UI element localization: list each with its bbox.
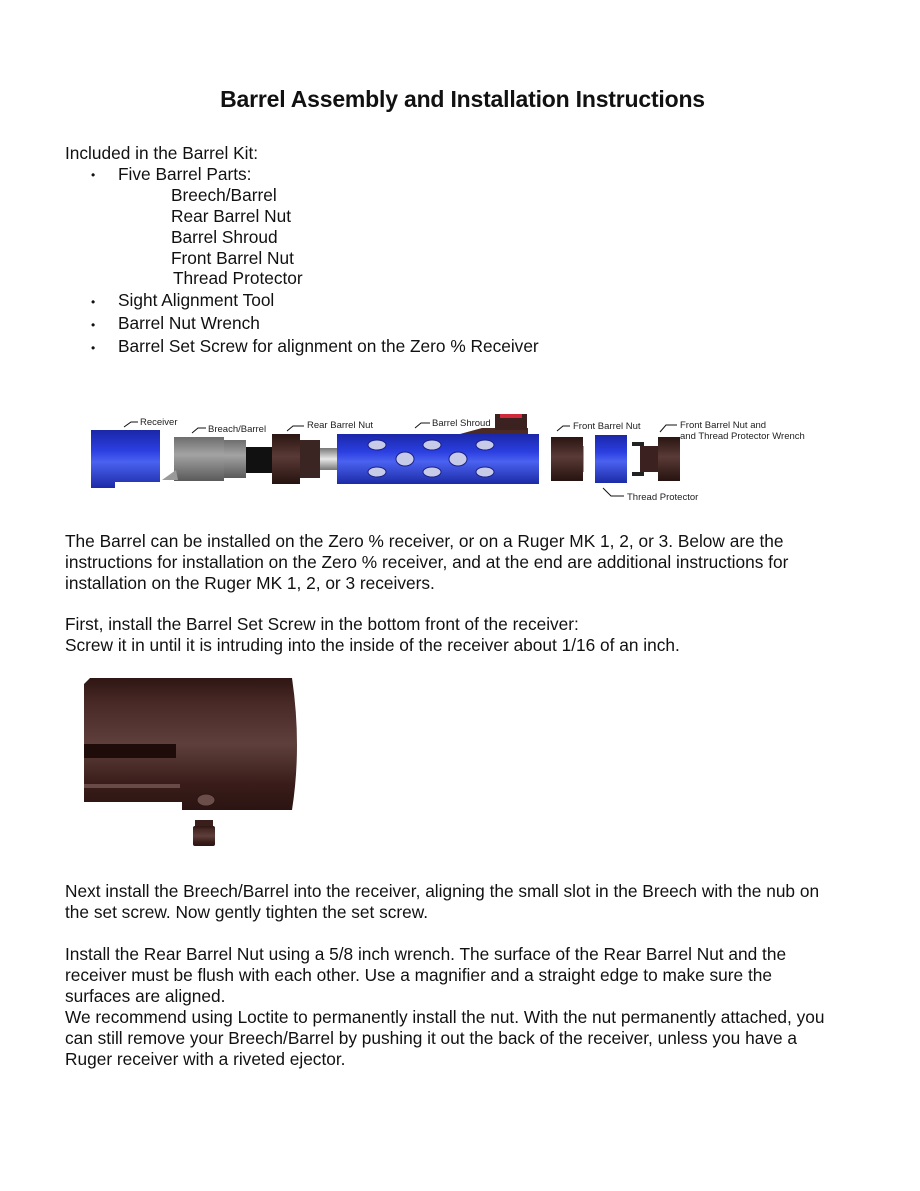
label-wrench-line2: and Thread Protector Wrench — [680, 431, 805, 442]
label-thread-protector: Thread Protector — [627, 492, 699, 503]
intro-paragraph — [65, 531, 865, 594]
diagram-parts — [0, 0, 920, 520]
set-screw-part — [193, 820, 215, 846]
receiver-set-screw-illustration — [80, 676, 320, 856]
text-line: Next install the Breech/Barrel into the receiver, aligning the small slot in the Breech with the nub on — [65, 881, 820, 901]
receiver-slot — [84, 744, 176, 758]
text-line: Install the Rear Barrel Nut using a 5/8 inch wrench. The surface of the Rear Barrel Nut and the — [65, 944, 787, 964]
text-line: instructions for installation on the Zero % receiver, and at the end are additional instructions for — [65, 552, 789, 572]
text-line: the set screw. Now gently tighten the set screw. — [65, 902, 429, 922]
label-wrench-line1: Front Barrel Nut and — [680, 420, 767, 431]
screw-hole — [197, 794, 215, 806]
label-receiver: Receiver — [140, 417, 178, 428]
part-item: Rear Barrel Nut — [171, 206, 292, 226]
text-line: installation on the Ruger MK 1, 2, or 3 receivers. — [65, 573, 435, 593]
kit-heading: Included in the Barrel Kit: — [65, 143, 259, 163]
thread-protector-part — [595, 435, 627, 483]
part-item: Breech/Barrel — [171, 185, 277, 205]
bullet-dot: • — [91, 318, 96, 332]
label-barrel-shroud: Barrel Shroud — [432, 418, 491, 429]
bullet-dot: • — [91, 295, 96, 309]
receiver-part — [91, 430, 160, 488]
label-rear-barrel-nut: Rear Barrel Nut — [307, 420, 373, 431]
text-line: First, install the Barrel Set Screw in the bottom front of the receiver: — [65, 614, 579, 634]
text-line: can still remove your Breech/Barrel by pushing it out the back of the receiver, unless you have a — [65, 1028, 797, 1048]
step2-paragraph — [65, 881, 865, 923]
breach-barrel-part — [162, 437, 274, 481]
part-item: Front Barrel Nut — [171, 248, 294, 268]
step3-paragraph — [65, 944, 865, 1070]
label-breach-barrel: Breach/Barrel — [208, 424, 267, 435]
text-line: Ruger receiver with a riveted ejector. — [65, 1049, 346, 1069]
rear-barrel-nut-part — [272, 434, 340, 484]
kit-item-set-screw: Barrel Set Screw for alignment on the Zero % Receiver — [118, 336, 539, 356]
bullet-dot: • — [91, 341, 96, 355]
kit-item-wrench: Barrel Nut Wrench — [118, 313, 260, 333]
part-item: Barrel Shroud — [171, 227, 278, 247]
label-front-barrel-nut: Front Barrel Nut — [573, 421, 641, 432]
kit-item-sight-tool: Sight Alignment Tool — [118, 290, 275, 310]
text-line: We recommend using Loctite to permanently install the nut. With the nut permanently attached, you — [65, 1007, 825, 1027]
front-barrel-nut-part — [551, 437, 583, 481]
step1-paragraph — [65, 614, 865, 656]
wrench-part — [632, 437, 680, 481]
page-title: Barrel Assembly and Installation Instructions — [220, 86, 705, 112]
text-line: receiver must be flush with each other. Use a magnifier and a straight edge to make sure the — [65, 965, 772, 985]
bullet-dot: • — [91, 168, 96, 182]
text-line: Screw it in until it is intruding into the inside of the receiver about 1/16 of an inch. — [65, 635, 680, 655]
part-item: Thread Protector — [173, 268, 303, 288]
kit-item-five-parts: Five Barrel Parts: — [118, 164, 252, 184]
text-line: The Barrel can be installed on the Zero % receiver, or on a Ruger MK 1, 2, or 3. Below are the — [65, 531, 784, 551]
text-line: surfaces are aligned. — [65, 986, 226, 1006]
